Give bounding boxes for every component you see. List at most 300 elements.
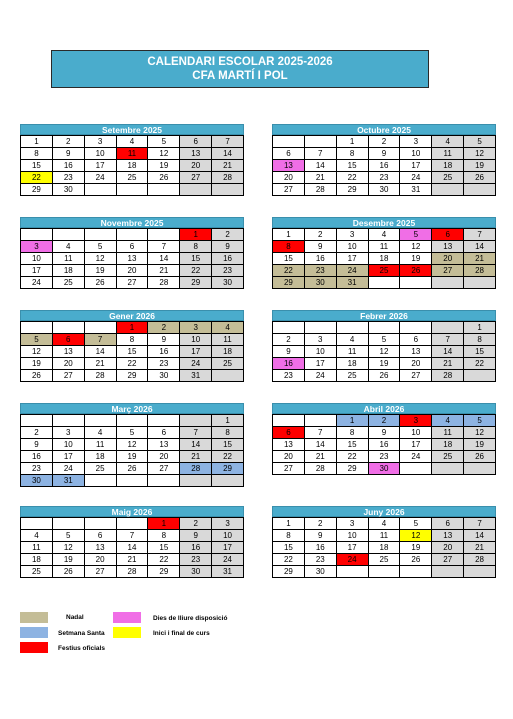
- day-cell: 26: [369, 370, 401, 382]
- day-cell: 12: [53, 542, 85, 554]
- day-cell: 14: [117, 542, 149, 554]
- empty-cell: [85, 475, 117, 487]
- day-cell: 29: [337, 463, 369, 475]
- day-cell: 7: [117, 530, 149, 542]
- day-cell: 18: [432, 160, 464, 172]
- day-cell: 22: [21, 172, 53, 184]
- day-cell: 17: [85, 160, 117, 172]
- day-cell: 9: [148, 334, 180, 346]
- day-cell: 27: [273, 463, 305, 475]
- day-cell: 25: [369, 554, 401, 566]
- day-cell: 10: [305, 346, 337, 358]
- empty-cell: [21, 229, 53, 241]
- month-title: Gener 2026: [20, 310, 244, 321]
- day-cell: 30: [305, 277, 337, 289]
- day-cell: 5: [400, 229, 432, 241]
- day-cell: 7: [305, 427, 337, 439]
- day-cell: 17: [53, 451, 85, 463]
- month-calendar: [272, 124, 496, 196]
- day-cell: 27: [85, 566, 117, 578]
- day-cell: 9: [369, 148, 401, 160]
- month-calendar: [272, 403, 496, 475]
- day-cell: 30: [369, 463, 401, 475]
- empty-cell: [148, 229, 180, 241]
- day-cell: 26: [464, 451, 496, 463]
- month-title: Desembre 2025: [272, 217, 496, 228]
- day-cell: 24: [212, 554, 244, 566]
- day-cell: 19: [400, 542, 432, 554]
- month-grid: [272, 321, 496, 382]
- empty-cell: [305, 136, 337, 148]
- day-cell: 22: [148, 554, 180, 566]
- empty-cell: [117, 518, 149, 530]
- empty-cell: [464, 277, 496, 289]
- day-cell: 11: [432, 148, 464, 160]
- day-cell: 26: [400, 265, 432, 277]
- day-cell: 9: [180, 530, 212, 542]
- day-cell: 13: [432, 241, 464, 253]
- day-cell: 23: [148, 358, 180, 370]
- day-cell: 10: [337, 241, 369, 253]
- day-cell: 21: [85, 358, 117, 370]
- day-cell: 17: [400, 439, 432, 451]
- day-cell: 20: [400, 358, 432, 370]
- day-cell: 16: [148, 346, 180, 358]
- day-cell: 24: [337, 265, 369, 277]
- empty-cell: [369, 322, 401, 334]
- day-cell: 14: [148, 253, 180, 265]
- day-cell: 1: [273, 229, 305, 241]
- day-cell: 14: [180, 439, 212, 451]
- day-cell: 1: [464, 322, 496, 334]
- day-cell: 8: [148, 530, 180, 542]
- empty-cell: [148, 415, 180, 427]
- day-cell: 8: [337, 427, 369, 439]
- day-cell: 22: [337, 451, 369, 463]
- day-cell: 22: [273, 265, 305, 277]
- empty-cell: [117, 415, 149, 427]
- day-cell: 18: [85, 451, 117, 463]
- day-cell: 2: [305, 229, 337, 241]
- day-cell: 14: [305, 160, 337, 172]
- day-cell: 7: [432, 334, 464, 346]
- day-cell: 3: [337, 518, 369, 530]
- day-cell: 26: [148, 172, 180, 184]
- empty-cell: [53, 229, 85, 241]
- month-calendar: [20, 124, 244, 196]
- day-cell: 28: [117, 566, 149, 578]
- month-title: Setembre 2025: [20, 124, 244, 135]
- day-cell: 4: [369, 518, 401, 530]
- day-cell: 20: [273, 172, 305, 184]
- day-cell: 20: [180, 160, 212, 172]
- day-cell: 30: [305, 566, 337, 578]
- day-cell: 18: [432, 439, 464, 451]
- day-cell: 1: [337, 415, 369, 427]
- day-cell: 13: [180, 148, 212, 160]
- day-cell: 5: [464, 136, 496, 148]
- day-cell: 31: [337, 277, 369, 289]
- empty-cell: [85, 229, 117, 241]
- day-cell: 26: [464, 172, 496, 184]
- day-cell: 2: [21, 427, 53, 439]
- day-cell: 17: [305, 358, 337, 370]
- day-cell: 4: [212, 322, 244, 334]
- day-cell: 10: [400, 427, 432, 439]
- empty-cell: [180, 184, 212, 196]
- empty-cell: [53, 322, 85, 334]
- day-cell: 23: [53, 172, 85, 184]
- day-cell: 29: [337, 184, 369, 196]
- empty-cell: [85, 415, 117, 427]
- day-cell: 18: [337, 358, 369, 370]
- day-cell: 6: [400, 334, 432, 346]
- empty-cell: [400, 277, 432, 289]
- day-cell: 19: [464, 160, 496, 172]
- day-cell: 9: [273, 346, 305, 358]
- day-cell: 24: [53, 463, 85, 475]
- day-cell: 29: [180, 277, 212, 289]
- day-cell: 1: [180, 229, 212, 241]
- day-cell: 13: [400, 346, 432, 358]
- empty-cell: [432, 566, 464, 578]
- day-cell: 6: [180, 136, 212, 148]
- day-cell: 5: [369, 334, 401, 346]
- day-cell: 23: [212, 265, 244, 277]
- day-cell: 8: [273, 241, 305, 253]
- day-cell: 15: [273, 253, 305, 265]
- day-cell: 10: [180, 334, 212, 346]
- day-cell: 3: [53, 427, 85, 439]
- empty-cell: [212, 475, 244, 487]
- day-cell: 19: [21, 358, 53, 370]
- day-cell: 6: [273, 427, 305, 439]
- day-cell: 13: [85, 542, 117, 554]
- day-cell: 3: [400, 415, 432, 427]
- day-cell: 17: [21, 265, 53, 277]
- month-calendar: [20, 310, 244, 382]
- empty-cell: [273, 415, 305, 427]
- empty-cell: [400, 566, 432, 578]
- empty-cell: [369, 566, 401, 578]
- day-cell: 30: [212, 277, 244, 289]
- day-cell: 11: [369, 530, 401, 542]
- day-cell: 11: [369, 241, 401, 253]
- day-cell: 8: [180, 241, 212, 253]
- day-cell: 29: [273, 277, 305, 289]
- empty-cell: [432, 277, 464, 289]
- day-cell: 27: [180, 172, 212, 184]
- empty-cell: [212, 370, 244, 382]
- day-cell: 21: [305, 172, 337, 184]
- day-cell: 26: [85, 277, 117, 289]
- day-cell: 22: [212, 451, 244, 463]
- day-cell: 8: [464, 334, 496, 346]
- day-cell: 23: [305, 554, 337, 566]
- empty-cell: [85, 184, 117, 196]
- day-cell: 16: [212, 253, 244, 265]
- day-cell: 28: [148, 277, 180, 289]
- day-cell: 11: [85, 439, 117, 451]
- day-cell: 12: [369, 346, 401, 358]
- day-cell: 11: [53, 253, 85, 265]
- month-grid: [20, 321, 244, 382]
- day-cell: 2: [369, 415, 401, 427]
- day-cell: 7: [180, 427, 212, 439]
- day-cell: 19: [117, 451, 149, 463]
- day-cell: 15: [273, 542, 305, 554]
- empty-cell: [85, 322, 117, 334]
- day-cell: 25: [21, 566, 53, 578]
- day-cell: 11: [21, 542, 53, 554]
- empty-cell: [117, 229, 149, 241]
- day-cell: 24: [400, 172, 432, 184]
- day-cell: 28: [305, 184, 337, 196]
- day-cell: 1: [117, 322, 149, 334]
- day-cell: 3: [400, 136, 432, 148]
- day-cell: 27: [432, 265, 464, 277]
- day-cell: 12: [464, 427, 496, 439]
- day-cell: 22: [464, 358, 496, 370]
- day-cell: 3: [305, 334, 337, 346]
- day-cell: 24: [305, 370, 337, 382]
- day-cell: 24: [21, 277, 53, 289]
- day-cell: 23: [369, 451, 401, 463]
- empty-cell: [212, 184, 244, 196]
- day-cell: 11: [432, 427, 464, 439]
- empty-cell: [400, 322, 432, 334]
- day-cell: 4: [53, 241, 85, 253]
- month-calendar: [272, 217, 496, 289]
- day-cell: 25: [432, 172, 464, 184]
- day-cell: 21: [464, 542, 496, 554]
- day-cell: 6: [53, 334, 85, 346]
- day-cell: 21: [212, 160, 244, 172]
- day-cell: 16: [180, 542, 212, 554]
- day-cell: 11: [212, 334, 244, 346]
- day-cell: 14: [305, 439, 337, 451]
- month-title: Abril 2026: [272, 403, 496, 414]
- empty-cell: [305, 322, 337, 334]
- day-cell: 21: [180, 451, 212, 463]
- day-cell: 29: [148, 566, 180, 578]
- day-cell: 21: [117, 554, 149, 566]
- day-cell: 15: [21, 160, 53, 172]
- day-cell: 27: [53, 370, 85, 382]
- empty-cell: [369, 277, 401, 289]
- month-calendar: [20, 217, 244, 289]
- empty-cell: [273, 322, 305, 334]
- day-cell: 2: [273, 334, 305, 346]
- day-cell: 4: [337, 334, 369, 346]
- legend-label-inici-final: Inici i final de curs: [153, 630, 210, 637]
- day-cell: 16: [305, 253, 337, 265]
- empty-cell: [337, 322, 369, 334]
- day-cell: 15: [337, 160, 369, 172]
- day-cell: 14: [464, 530, 496, 542]
- day-cell: 1: [148, 518, 180, 530]
- day-cell: 12: [400, 241, 432, 253]
- day-cell: 31: [53, 475, 85, 487]
- month-calendar: [272, 506, 496, 578]
- day-cell: 1: [273, 518, 305, 530]
- day-cell: 24: [85, 172, 117, 184]
- day-cell: 21: [464, 253, 496, 265]
- month-grid: [20, 135, 244, 196]
- day-cell: 26: [117, 463, 149, 475]
- day-cell: 17: [212, 542, 244, 554]
- legend-swatch-lliure-disposicio: [113, 612, 141, 623]
- month-grid: [20, 517, 244, 578]
- empty-cell: [337, 566, 369, 578]
- day-cell: 4: [21, 530, 53, 542]
- empty-cell: [305, 415, 337, 427]
- day-cell: 17: [180, 346, 212, 358]
- legend-swatch-festius: [20, 642, 48, 653]
- day-cell: 19: [464, 439, 496, 451]
- day-cell: 3: [180, 322, 212, 334]
- day-cell: 5: [21, 334, 53, 346]
- day-cell: 8: [337, 148, 369, 160]
- title-line-2: CFA MARTÍ I POL: [192, 70, 288, 82]
- day-cell: 5: [117, 427, 149, 439]
- day-cell: 2: [305, 518, 337, 530]
- empty-cell: [400, 463, 432, 475]
- month-grid: [272, 228, 496, 289]
- legend-label-nadal: Nadal: [66, 614, 84, 621]
- day-cell: 28: [305, 463, 337, 475]
- day-cell: 19: [148, 160, 180, 172]
- day-cell: 20: [432, 542, 464, 554]
- day-cell: 12: [148, 148, 180, 160]
- day-cell: 17: [400, 160, 432, 172]
- day-cell: 20: [273, 451, 305, 463]
- day-cell: 15: [212, 439, 244, 451]
- day-cell: 28: [212, 172, 244, 184]
- day-cell: 13: [117, 253, 149, 265]
- month-title: Març 2026: [20, 403, 244, 414]
- day-cell: 24: [337, 554, 369, 566]
- day-cell: 19: [85, 265, 117, 277]
- day-cell: 9: [53, 148, 85, 160]
- day-cell: 11: [117, 148, 149, 160]
- empty-cell: [180, 415, 212, 427]
- day-cell: 2: [212, 229, 244, 241]
- day-cell: 6: [148, 427, 180, 439]
- day-cell: 10: [212, 530, 244, 542]
- empty-cell: [432, 184, 464, 196]
- day-cell: 30: [369, 184, 401, 196]
- day-cell: 29: [212, 463, 244, 475]
- legend-label-lliure-disposicio: Dies de lliure disposició: [153, 615, 228, 622]
- month-calendar: [20, 403, 244, 487]
- day-cell: 6: [432, 518, 464, 530]
- day-cell: 20: [117, 265, 149, 277]
- empty-cell: [464, 463, 496, 475]
- day-cell: 25: [53, 277, 85, 289]
- day-cell: 15: [180, 253, 212, 265]
- day-cell: 14: [432, 346, 464, 358]
- day-cell: 3: [85, 136, 117, 148]
- day-cell: 16: [53, 160, 85, 172]
- day-cell: 18: [117, 160, 149, 172]
- day-cell: 30: [180, 566, 212, 578]
- day-cell: 28: [464, 554, 496, 566]
- day-cell: 2: [53, 136, 85, 148]
- day-cell: 5: [85, 241, 117, 253]
- day-cell: 2: [148, 322, 180, 334]
- empty-cell: [180, 475, 212, 487]
- day-cell: 2: [369, 136, 401, 148]
- day-cell: 6: [273, 148, 305, 160]
- day-cell: 12: [85, 253, 117, 265]
- day-cell: 27: [148, 463, 180, 475]
- day-cell: 21: [432, 358, 464, 370]
- day-cell: 28: [180, 463, 212, 475]
- day-cell: 30: [21, 475, 53, 487]
- day-cell: 22: [117, 358, 149, 370]
- day-cell: 24: [400, 451, 432, 463]
- calendar-title: [51, 50, 429, 88]
- day-cell: 10: [400, 148, 432, 160]
- legend-label-festius: Festius oficials: [58, 645, 105, 652]
- day-cell: 18: [53, 265, 85, 277]
- day-cell: 25: [369, 265, 401, 277]
- day-cell: 20: [53, 358, 85, 370]
- empty-cell: [432, 322, 464, 334]
- day-cell: 28: [85, 370, 117, 382]
- day-cell: 6: [85, 530, 117, 542]
- day-cell: 8: [117, 334, 149, 346]
- title-line-1: CALENDARI ESCOLAR 2025-2026: [147, 56, 333, 68]
- day-cell: 19: [53, 554, 85, 566]
- day-cell: 13: [148, 439, 180, 451]
- month-title: Maig 2026: [20, 506, 244, 517]
- day-cell: 14: [85, 346, 117, 358]
- day-cell: 22: [273, 554, 305, 566]
- day-cell: 4: [85, 427, 117, 439]
- day-cell: 4: [369, 229, 401, 241]
- day-cell: 15: [464, 346, 496, 358]
- month-grid: [20, 228, 244, 289]
- empty-cell: [148, 184, 180, 196]
- month-title: Octubre 2025: [272, 124, 496, 135]
- day-cell: 8: [21, 148, 53, 160]
- day-cell: 15: [337, 439, 369, 451]
- day-cell: 28: [432, 370, 464, 382]
- month-title: Febrer 2026: [272, 310, 496, 321]
- day-cell: 7: [305, 148, 337, 160]
- day-cell: 5: [148, 136, 180, 148]
- day-cell: 1: [212, 415, 244, 427]
- day-cell: 23: [273, 370, 305, 382]
- day-cell: 14: [464, 241, 496, 253]
- day-cell: 22: [337, 172, 369, 184]
- day-cell: 12: [21, 346, 53, 358]
- day-cell: 19: [400, 253, 432, 265]
- day-cell: 23: [369, 172, 401, 184]
- day-cell: 29: [273, 566, 305, 578]
- day-cell: 16: [369, 160, 401, 172]
- day-cell: 18: [212, 346, 244, 358]
- day-cell: 24: [180, 358, 212, 370]
- day-cell: 8: [212, 427, 244, 439]
- day-cell: 25: [117, 172, 149, 184]
- day-cell: 9: [212, 241, 244, 253]
- day-cell: 20: [432, 253, 464, 265]
- day-cell: 13: [432, 530, 464, 542]
- month-grid: [272, 517, 496, 578]
